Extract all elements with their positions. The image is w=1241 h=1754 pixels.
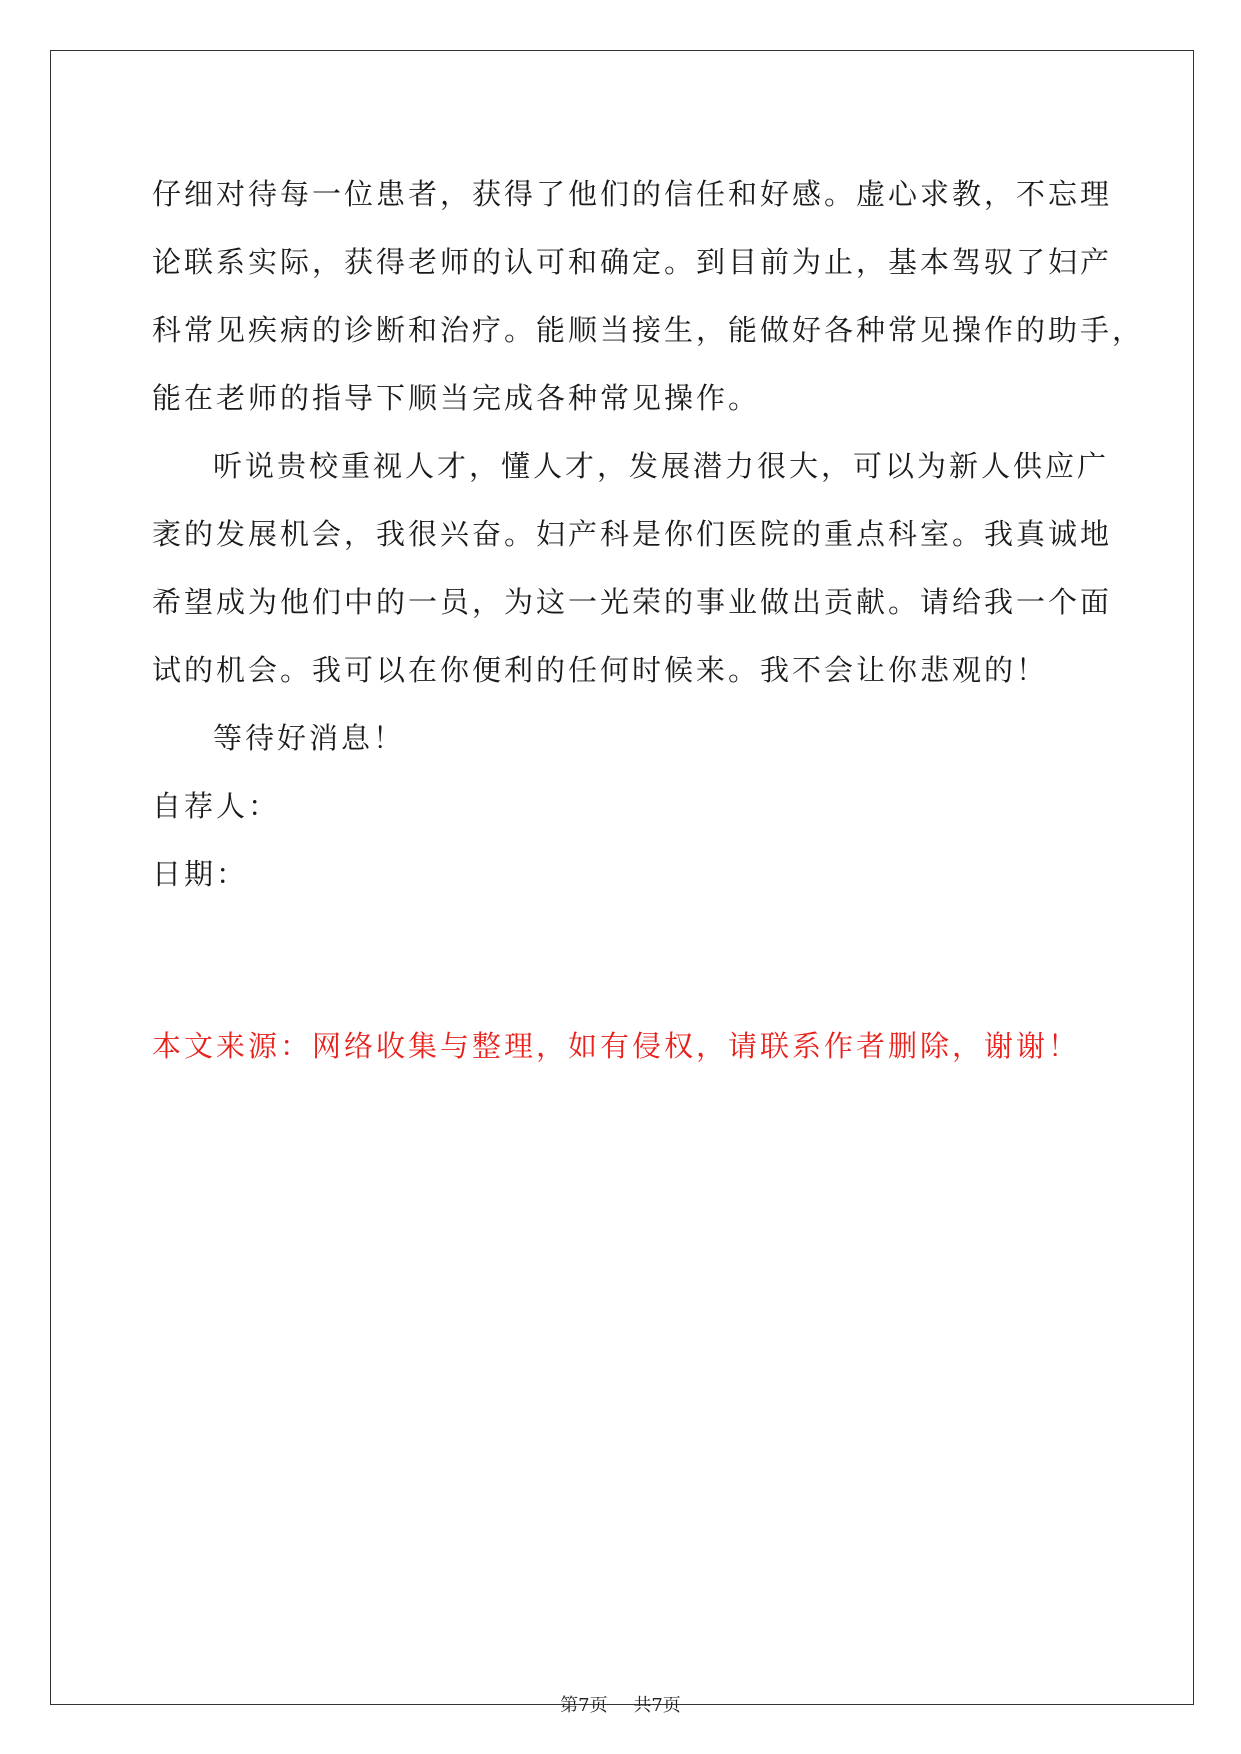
source-note: 本文来源：网络收集与整理，如有侵权，请联系作者删除，谢谢！ — [152, 1029, 1081, 1063]
paragraph-line: 能在老师的指导下顺当完成各种常见操作。 — [152, 381, 761, 415]
page-total: 共7页 — [633, 1695, 681, 1716]
page-footer — [0, 1691, 1241, 1717]
signer-label: 自荐人： — [152, 789, 281, 823]
paragraph-line: 论联系实际，获得老师的认可和确定。到目前为止，基本驾驭了妇产 — [152, 245, 1113, 279]
page-number: 第7页 — [560, 1695, 608, 1716]
date-label: 日期： — [152, 857, 249, 891]
paragraph-line: 袤的发展机会，我很兴奋。妇产科是你们医院的重点科室。我真诚地 — [152, 517, 1113, 551]
paragraph-line: 仔细对待每一位患者，获得了他们的信任和好感。虚心求教，不忘理 — [152, 177, 1113, 211]
paragraph-line: 试的机会。我可以在你便利的任何时候来。我不会让你悲观的！ — [152, 653, 1049, 687]
document-body — [152, 160, 1145, 1080]
paragraph-line: 希望成为他们中的一员，为这一光荣的事业做出贡献。请给我一个面 — [152, 585, 1113, 619]
closing-line: 等待好消息！ — [213, 721, 406, 755]
paragraph-line: 听说贵校重视人才，懂人才，发展潜力很大，可以为新人供应广 — [213, 449, 1110, 483]
paragraph-line: 科常见疾病的诊断和治疗。能顺当接生，能做好各种常见操作的助手， — [152, 313, 1145, 347]
